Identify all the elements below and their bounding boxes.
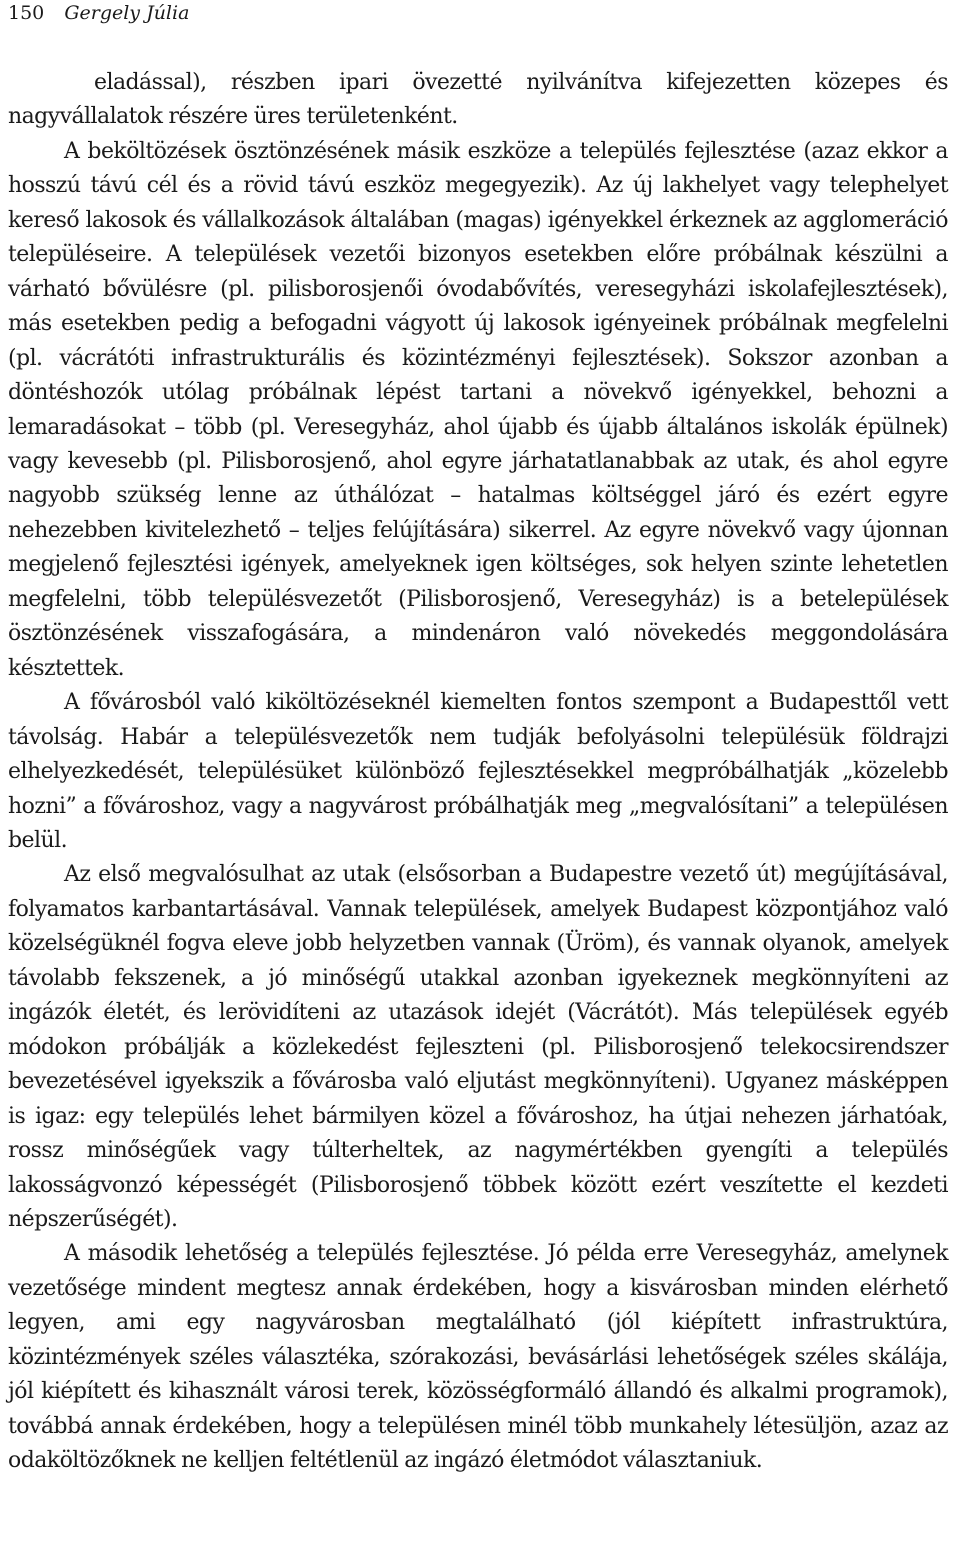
paragraph bbox=[8, 135, 948, 686]
paragraph-text: Az első megvalósulhat az utak (elsősorban a Budapestre vezető út) megújításával, folyamatos karbantartásával. Vannak települések, amelyek Budapest központjához való közelségüknél fogva eleve jobb helyzetben vannak (Üröm), és vannak olyanok, amelyek távolabb fekszenek, a jó minőségű utakkal azonban igyekeznek megkönnyíteni az ingázók életét, és lerövidíteni az utazások idejét (Vácrátót). Más települések egyéb módokon próbálják a közlekedést fejleszteni (pl. Pilisborosjenő telekocsirendszer bevezetésével igyekszik a fővárosba való eljutást megkönnyíteni). Ugyanez másképpen is igaz: egy település lehet bármilyen közel a fővároshoz, ha útjai nehezen járhatóak, rossz minőségűek vagy túlterheltek, az nagymértékben gyengíti a település lakosságvonzó képességét (Pilisborosjenő többek között ezért veszítette el kezdeti népszerűségét). bbox=[8, 862, 948, 1232]
body-text bbox=[8, 66, 948, 1479]
paragraph-text: A fővárosból való kiköltözéseknél kiemelten fontos szempont a Budapesttől vett távolság. Habár a településvezetők nem tudják befolyásolni településük földrajzi elhelyezkedését, településüket különböző fejlesztésekkel megpróbálhatják „közelebb hozni” a fővároshoz, vagy a nagyvárost próbálhatják meg „megvalósítani” a településen belül. bbox=[8, 690, 948, 853]
paragraph-continued bbox=[8, 66, 948, 135]
page-number: 150 bbox=[8, 2, 45, 24]
paragraph-text: eladással), részben ipari övezetté nyilvánítva kifejezetten közepes és nagyvállalatok részére üres területenként. bbox=[8, 70, 948, 130]
running-header bbox=[8, 0, 189, 26]
author-name: Gergely Júlia bbox=[64, 2, 190, 24]
paragraph bbox=[8, 858, 948, 1237]
paragraph bbox=[8, 1237, 948, 1478]
paragraph bbox=[8, 686, 948, 858]
paragraph-text: A második lehetőség a település fejlesztése. Jó példa erre Veresegyház, amelynek vezetősége mindent megtesz annak érdekében, hogy a kisvárosban minden elérhető legyen, ami egy nagyvárosban megtalálható (jól kiépített infrastruktúra, közintézmények széles választéka, szórakozási, bevásárlási lehetőségek széles skálája, jól kiépített és kihasznált városi terek, közösségformáló állandó és alkalmi programok), továbbá annak érdekében, hogy a településen minél több munkahely létesüljön, azaz az odaköltözőknek ne kelljen feltétlenül az ingázó életmódot választaniuk. bbox=[8, 1241, 948, 1474]
paragraph-text: A beköltözések ösztönzésének másik eszköze a település fejlesztése (azaz ekkor a hosszú távú cél és a rövid távú eszköz megegyezik). Az új lakhelyet vagy telephelyet kereső lakosok és vállalkozások általában (magas) igényekkel érkeznek az agglomeráció településeire. A települések vezetői bizonyos esetekben előre próbálnak készülni a várható bővülésre (pl. pilisborosjenői óvodabővítés, veresegyházi iskolafejlesztések), más esetekben pedig a befogadni vágyott új lakosok igényeinek próbálnak megfelelni (pl. vácrátóti infrastrukturális és közintézményi fejlesztések). Sokszor azonban a döntéshozók utólag próbálnak lépést tartani a növekvő igényekkel, behozni a lemaradásokat – több (pl. Veresegyház, ahol újabb és újabb általános iskolák épülnek) vagy kevesebb (pl. Pilisborosjenő, ahol egyre járhatatlanabbak az utak, és ahol egyre nagyobb szükség lenne az úthálózat – hatalmas költséggel járó és ezért egyre nehezebben kivitelezhető – teljes felújítására) sikerrel. Az egyre növekvő vagy újonnan megjelenő fejlesztési igények, amelyeknek igen költséges, sok helyen szinte lehetetlen megfelelni, több településvezetőt (Pilisborosjenő, Veresegyház) is a betelepülések ösztönzésének visszafogására, a mindenáron való növekedés meggondolására késztettek. bbox=[8, 138, 948, 681]
